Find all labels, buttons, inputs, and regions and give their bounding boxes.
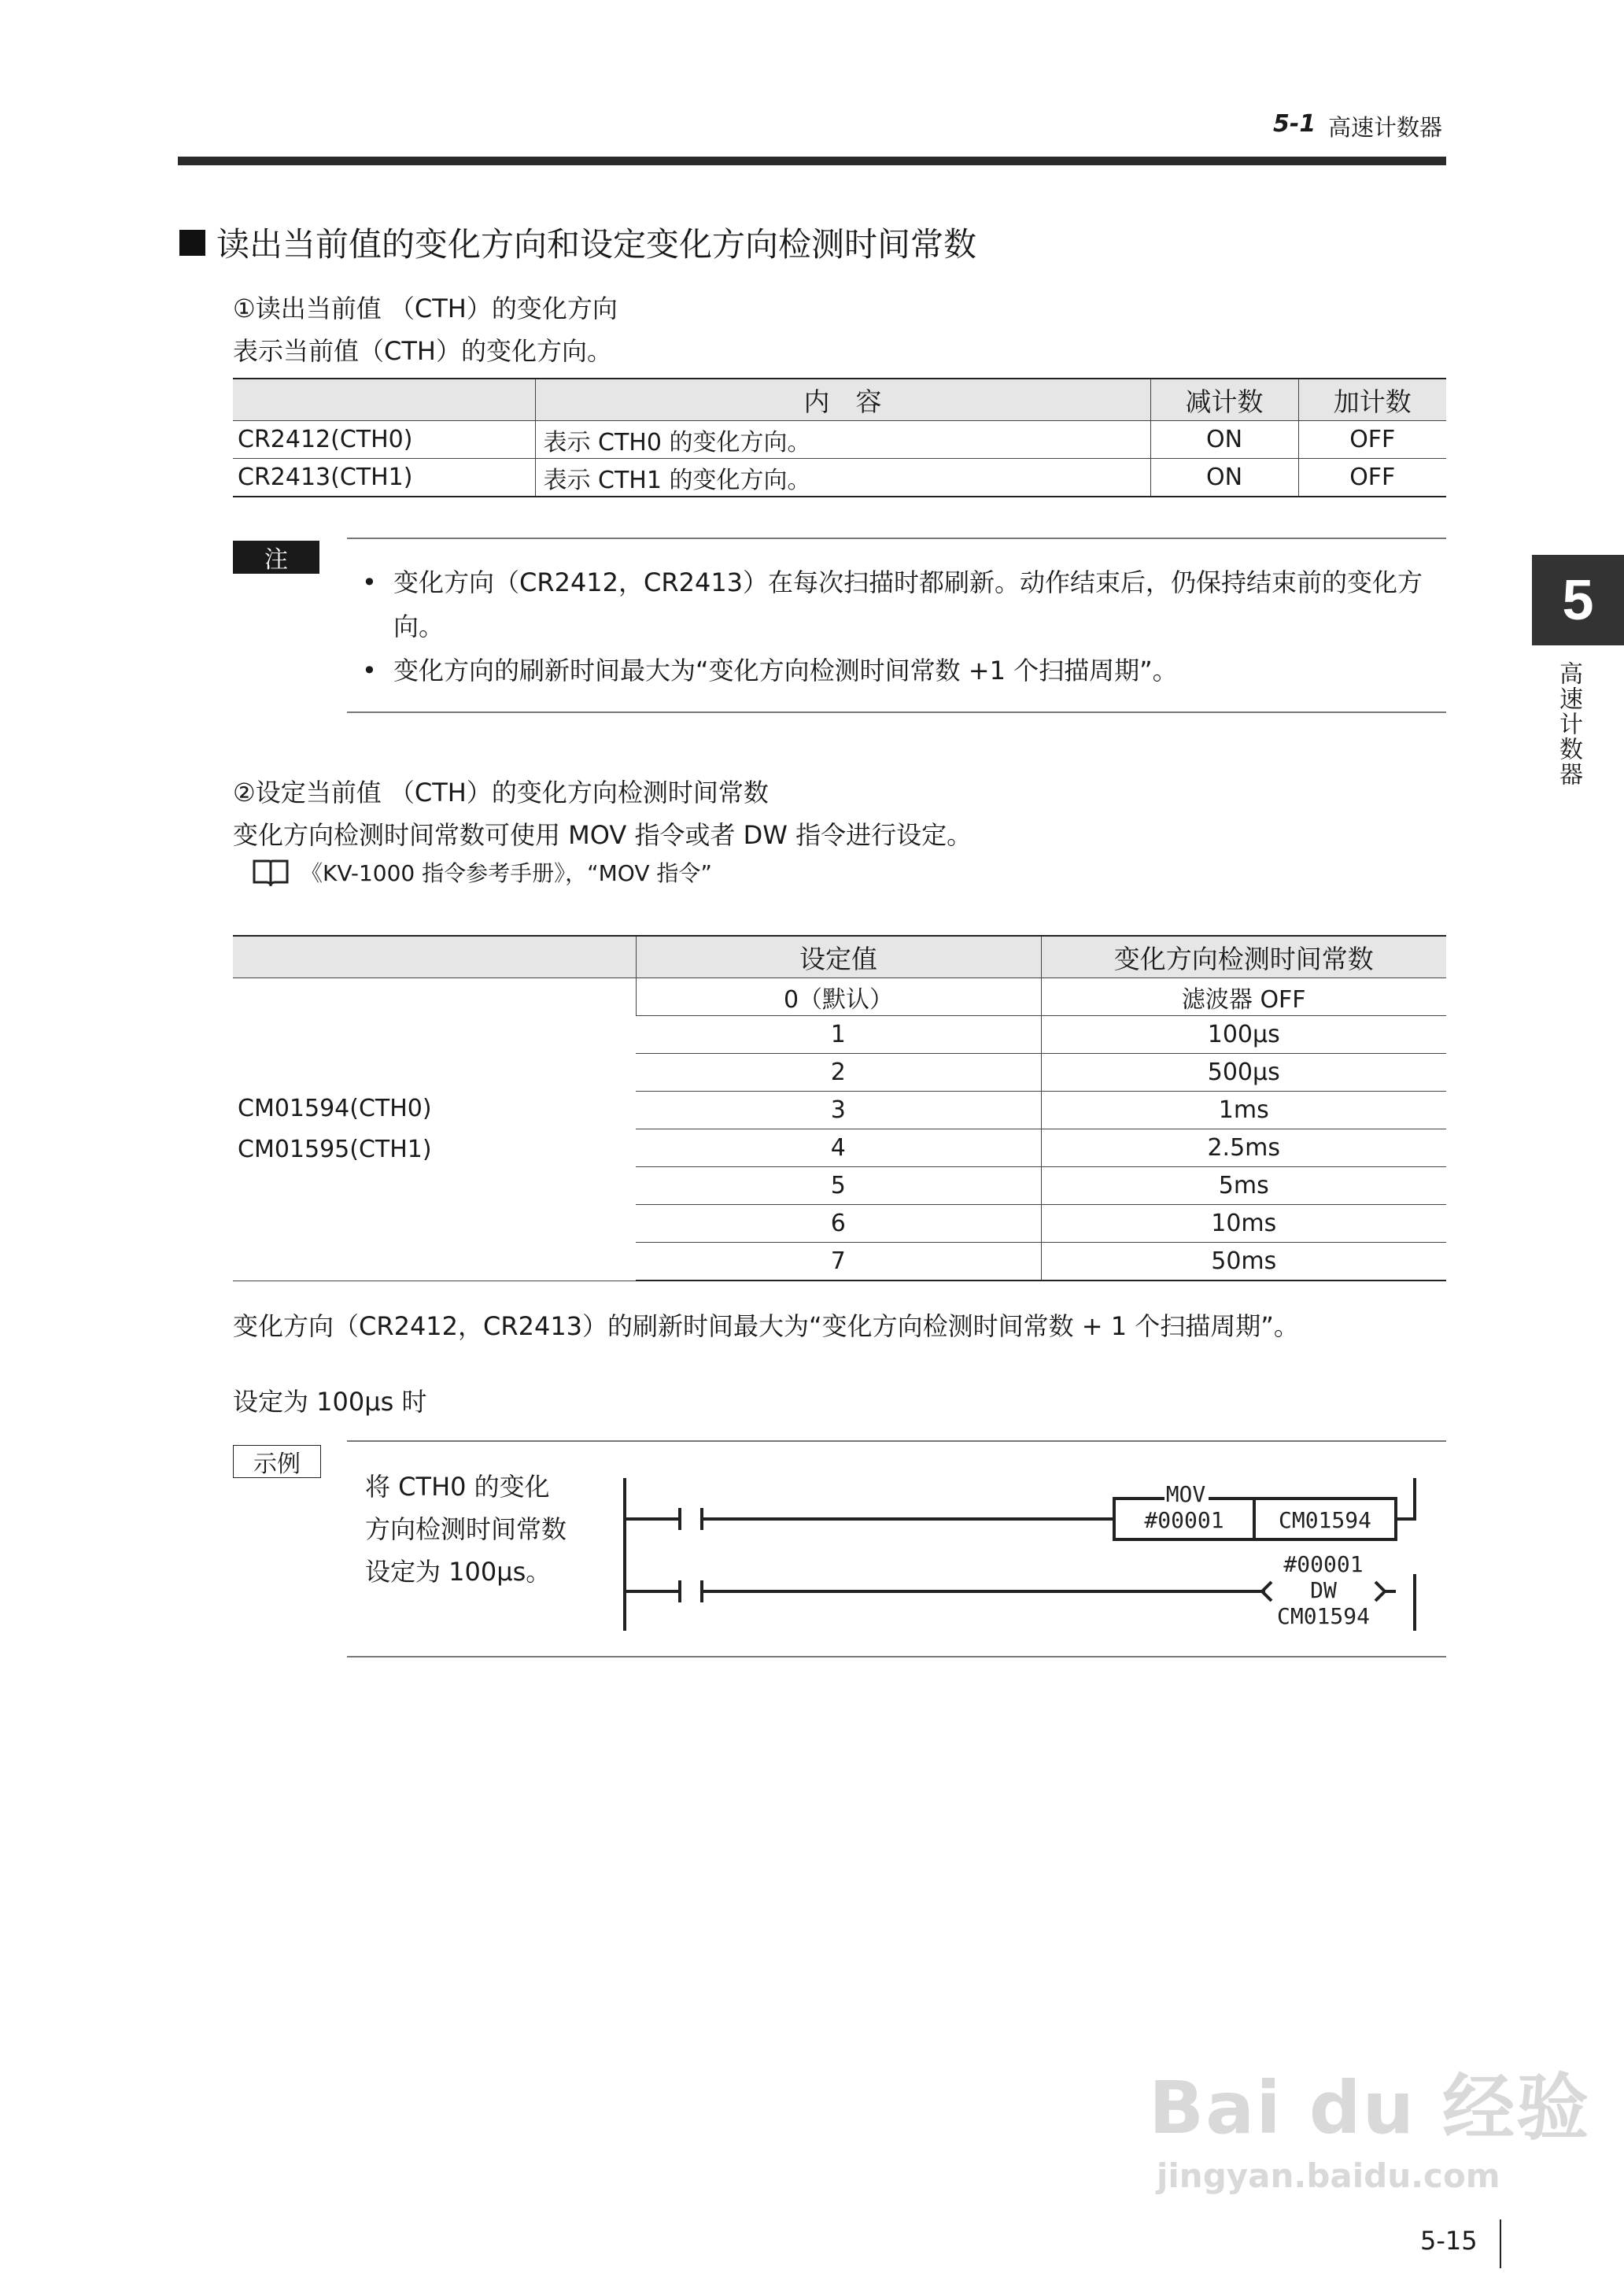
header-time-constant: 变化方向检测时间常数 xyxy=(1041,936,1446,978)
header-device xyxy=(233,379,535,421)
cell-setting-value: 7 xyxy=(636,1243,1041,1281)
section-title: 高速计数器 xyxy=(1328,114,1443,141)
mov-source-operand: #00001 xyxy=(1144,1507,1224,1533)
square-bullet-icon xyxy=(179,230,205,256)
cell-setting-value: 1 xyxy=(636,1016,1041,1054)
example-desc-line: 方向检测时间常数 xyxy=(365,1514,567,1544)
note-list xyxy=(362,560,1448,693)
cell-device: CR2412(CTH0) xyxy=(233,421,535,459)
header-content: 内 容 xyxy=(535,379,1150,421)
header-setting-value: 设定值 xyxy=(636,936,1041,978)
example-desc-line: 将 CTH0 的变化 xyxy=(365,1472,550,1502)
page-number: 5-15 xyxy=(1420,2226,1478,2256)
footer-bar xyxy=(1500,2219,1501,2268)
cell-time-constant: 10ms xyxy=(1041,1205,1446,1243)
dw-left-bracket xyxy=(1262,1582,1272,1601)
cell-device: CR2413(CTH1) xyxy=(233,459,535,497)
cell-count-down: ON xyxy=(1150,459,1298,497)
example-top-rule xyxy=(347,1440,1446,1442)
watermark-logo: Bai du 经验 xyxy=(1149,2066,1591,2150)
cell-content: 表示 CTH0 的变化方向。 xyxy=(535,421,1150,459)
subsection-1-title: ①读出当前值 （CTH）的变化方向 xyxy=(233,294,618,323)
dw-value-operand: #00001 xyxy=(1283,1551,1364,1577)
main-heading-text: 读出当前值的变化方向和设定变化方向检测时间常数 xyxy=(216,225,977,264)
chapter-tab: 5 xyxy=(1532,555,1624,645)
cell-device-group xyxy=(233,978,636,1281)
header-count-down: 减计数 xyxy=(1150,379,1298,421)
note-item: • 变化方向（CR2412，CR2413）在每次扫描时都刷新。动作结束后，仍保持结束前的变化方向。 xyxy=(362,560,1448,649)
cell-content: 表示 CTH1 的变化方向。 xyxy=(535,459,1150,497)
cell-setting-value: 4 xyxy=(636,1129,1041,1167)
cell-time-constant: 滤波器 OFF xyxy=(1041,978,1446,1016)
note-top-rule xyxy=(347,538,1446,539)
header-count-up: 加计数 xyxy=(1298,379,1446,421)
section-number: 5-1 xyxy=(1273,110,1316,138)
cell-setting-value: 2 xyxy=(636,1054,1041,1092)
header-device xyxy=(233,936,636,978)
note-bottom-rule xyxy=(347,711,1446,713)
manual-reference xyxy=(252,856,712,888)
device-label: CM01594(CTH0) xyxy=(238,1094,432,1122)
cell-setting-value: 0（默认） xyxy=(636,978,1041,1016)
table-header-row xyxy=(233,379,1446,421)
table-row xyxy=(233,421,1446,459)
cell-count-up: OFF xyxy=(1298,421,1446,459)
dw-instruction-name: DW xyxy=(1310,1577,1337,1603)
cell-time-constant: 100μs xyxy=(1041,1016,1446,1054)
cell-time-constant: 5ms xyxy=(1041,1167,1446,1205)
note-label: 注 xyxy=(233,541,319,574)
subsection-1-desc: 表示当前值（CTH）的变化方向。 xyxy=(233,336,612,366)
manual-reference-text: 《KV-1000 指令参考手册》，“MOV 指令” xyxy=(301,860,712,886)
subsection-2-title: ②设定当前值 （CTH）的变化方向检测时间常数 xyxy=(233,778,769,808)
cell-setting-value: 3 xyxy=(636,1092,1041,1129)
dw-right-bracket xyxy=(1375,1582,1385,1601)
cell-time-constant: 50ms xyxy=(1041,1243,1446,1281)
example-label: 示例 xyxy=(233,1445,321,1478)
table-row xyxy=(233,978,1446,1016)
book-icon xyxy=(252,858,290,886)
note-item: • 变化方向的刷新时间最大为“变化方向检测时间常数 +1 个扫描周期”。 xyxy=(362,649,1448,693)
cell-count-down: ON xyxy=(1150,421,1298,459)
header-rule xyxy=(178,157,1446,165)
cell-count-up: OFF xyxy=(1298,459,1446,497)
dw-dest-operand: CM01594 xyxy=(1276,1603,1371,1629)
cell-setting-value: 6 xyxy=(636,1205,1041,1243)
example-desc-line: 设定为 100μs。 xyxy=(365,1557,552,1587)
chapter-tab-text: 高速计数器 xyxy=(1555,661,1582,787)
cell-time-constant: 2.5ms xyxy=(1041,1129,1446,1167)
subsection-2-desc: 变化方向检测时间常数可使用 MOV 指令或者 DW 指令进行设定。 xyxy=(233,820,973,850)
cell-time-constant: 1ms xyxy=(1041,1092,1446,1129)
table-header-row xyxy=(233,936,1446,978)
cell-setting-value: 5 xyxy=(636,1167,1041,1205)
device-label: CM01595(CTH1) xyxy=(238,1135,432,1163)
mov-instruction-name: MOV xyxy=(1165,1481,1206,1507)
mov-dest-operand: CM01594 xyxy=(1278,1507,1372,1533)
main-heading xyxy=(179,219,976,266)
direction-table xyxy=(233,378,1446,497)
watermark-url: jingyan.baidu.com xyxy=(1157,2156,1500,2195)
time-constant-table xyxy=(233,935,1446,1281)
table-row xyxy=(233,459,1446,497)
example-bottom-rule xyxy=(347,1656,1446,1658)
setting-caption: 设定为 100μs 时 xyxy=(233,1387,427,1417)
refresh-time-note: 变化方向（CR2412，CR2413）的刷新时间最大为“变化方向检测时间常数 + 1 个扫描周期”。 xyxy=(233,1311,1299,1341)
ladder-diagram xyxy=(614,1464,1432,1637)
cell-time-constant: 500μs xyxy=(1041,1054,1446,1092)
example-description xyxy=(365,1465,567,1593)
